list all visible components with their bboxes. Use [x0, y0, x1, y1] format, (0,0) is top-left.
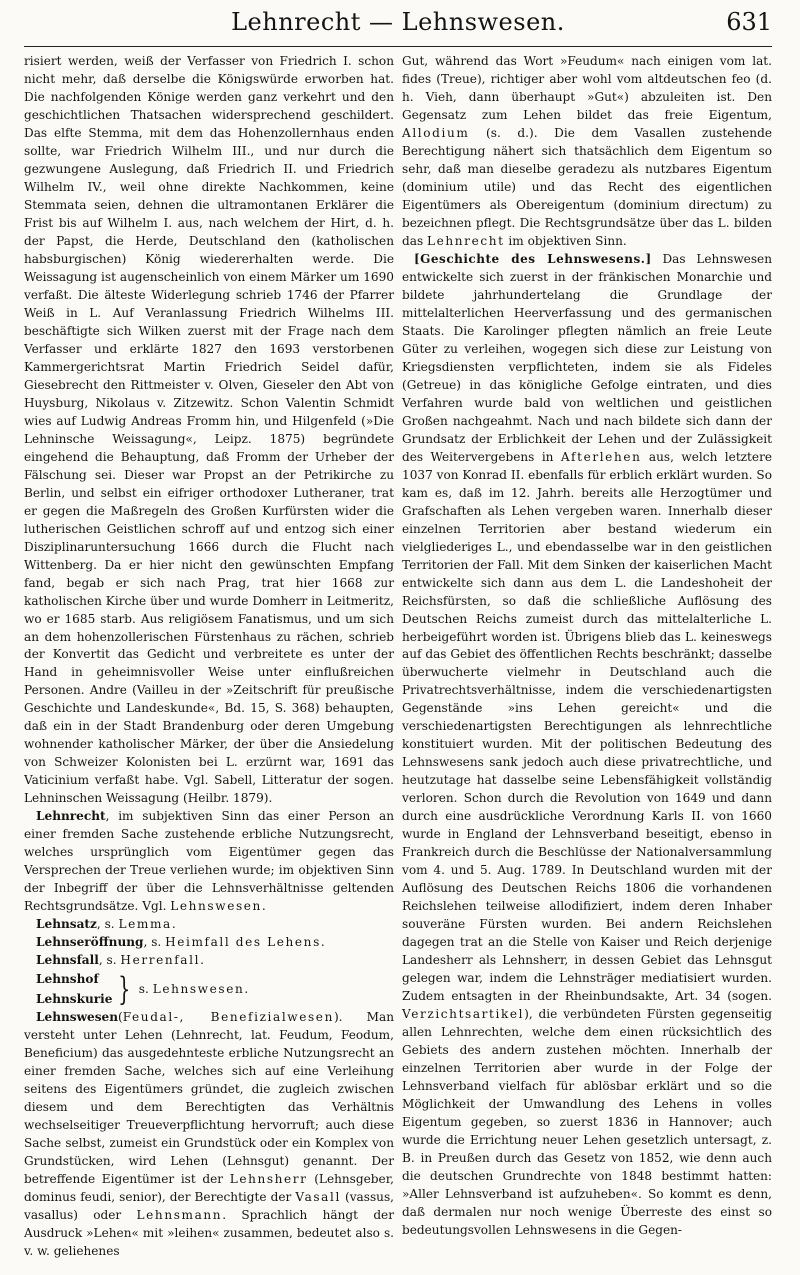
cross-reference: Heimfall des Lehens	[165, 935, 321, 950]
entry-text: ). Man versteht unter Lehen (Lehnrecht, lat. Feudum, Feodum, Beneficium) das ausgedehnteste erbliche Nutzungsrecht an einer fremden Sache, welches sich auf eine Verleihung seitens des Eigentümers gründet, die zugleich zwischen diesem und dem Berechtigten das Verhältnis wechselseitiger Treueverpflichtung hervorruft; auch diese Sache selbst, zumeist ein Grundstück oder ein Komplex von Grundstücken, wird Lehen (Lehnsgut) genannt. Der betreffende Eigentümer ist der	[24, 1010, 394, 1187]
cross-reference: Herrenfall	[120, 953, 201, 968]
entry-lehnswesen	[24, 1009, 394, 1261]
running-title: Lehnrecht — Lehnswesen.	[231, 8, 565, 36]
entry-text: im objektiven Sinn.	[504, 233, 627, 248]
synonym-term: Feudal-, Benefizialwesen	[122, 1010, 334, 1025]
entry-lehnshof-lehnskurie	[24, 970, 394, 1009]
page-header	[24, 0, 772, 47]
right-column	[402, 53, 772, 1263]
entry-text: , s.	[98, 953, 121, 968]
spaced-term: Afterlehen	[560, 449, 642, 464]
entry-text: , s.	[143, 935, 166, 950]
left-column	[24, 53, 394, 1263]
entry-lemma: Lehnseröffnung	[36, 935, 144, 950]
entry-text: . Sprachlich hängt der Ausdruck »Lehen« mit »leihen« zusammen, bedeutet also s. v. w. geliehenes	[24, 1208, 394, 1258]
brace-glyph: }	[118, 970, 131, 1009]
spaced-term: Allodium	[402, 125, 470, 140]
entry-text	[139, 981, 248, 999]
spaced-term: Vasall	[295, 1190, 341, 1205]
entry-lehnsfall	[24, 952, 394, 970]
entry-lemma: Lehnskurie	[36, 991, 113, 1006]
entry-text: Das Lehnswesen entwickelte sich zuerst in der fränkischen Monarchie und bildete jahrhundertelang die Grundlage der mittelalterlichen Heerverfassung und des germanischen Staats. Die Karolinger pflegten nämlich an freie Leute Güter zu verleihen, wogegen sich diese zur Leistung von Kriegsdiensten verpflichteten, indem sie als Fideles (Getreue) in das königliche Gefolge eintraten, und dies Verfahren wurde bald von weltlichen und geistlichen Großen nachgeahmt. Nach und nach bildete sich dann der Grundsatz der Erblichkeit der Lehen und der Zulässigkeit des Weitervergebens in	[402, 251, 772, 464]
entry-text: .	[261, 899, 266, 914]
entry-text: (	[118, 1010, 123, 1025]
entry-lemma: Lehnrecht	[36, 809, 106, 824]
entry-lehnrecht	[24, 808, 394, 916]
brace-lemmas	[36, 970, 112, 1009]
entry-text: (vassus, vasallus) oder	[24, 1190, 394, 1223]
section-history	[402, 251, 772, 1240]
entry-lehnsatz	[24, 916, 394, 934]
entry-text: s.	[138, 981, 153, 996]
entry-lemma: Lehnsatz	[36, 917, 97, 932]
entry-text: , im subjektiven Sinn das einer Person an einer fremden Sache zustehende erbliche Nutzungsrecht, welches ursprünglich vom Eigentümer gegen das Versprechen der Treue verliehen wurde; im objektiven Sinn der Inbegriff der über die Lehnsverhältnisse geltenden Rechtsgrundsätze. Vgl.	[24, 809, 394, 914]
entry-text: .	[320, 935, 325, 950]
entry-lemma: Lehnsfall	[36, 953, 99, 968]
spaced-term: Lehnsmann	[136, 1208, 223, 1223]
entry-text: ), die verbündeten Fürsten gegenseitig allen Lehnrechten, welche dem einen rücksichtlich des Gebiets des andern zustehen möchten. Innerhalb der einzelnen Territorien aber wurde in der Folge der Lehnsverband vielfach für ablösbar erklärt und so die Möglichkeit der Umwandlung des Lehens in volles Eigentum gegeben, so zuerst 1836 in Hannover; auch wurde die Errichtung neuer Lehen gesetzlich untersagt, z. B. in Preußen durch das Gesetz von 1852, wie denn auch die deutschen Grundrechte von 1848 bestimmt hatten: »Aller Lehnsverband ist aufzuheben«. So kommt es denn, daß dermalen nur noch wenige Überreste des einst so bedeutungsvollen Lehnswesens in die Gegen-	[402, 1007, 772, 1237]
entry-text: .	[244, 981, 249, 996]
entry-text: .	[171, 917, 176, 932]
entry-text: , s.	[96, 917, 119, 932]
entry-text: (Lehnsgeber, dominus feudi, senior), der Berechtigte der	[24, 1172, 394, 1205]
page-number: 631	[726, 8, 772, 36]
spaced-term: Verzichtsartikel	[402, 1007, 525, 1022]
entry-text: .	[200, 953, 204, 968]
continued-paragraph	[402, 53, 772, 251]
entry-text: (s. d.). Die dem Vasallen zustehende Berechtigung nähert sich thatsächlich dem Eigentum so sehr, daß man dieselbe geradezu als nutzbares Eigentum (dominium utile) und das Recht des eigentlichen Eigentümers als Obereigentum (dominium directum) zu bezeichnen pflegt. Die Rechtsgrundsätze über das L. bilden das	[402, 125, 772, 248]
continued-paragraph: risiert werden, weiß der Verfasser von Friedrich I. schon nicht mehr, daß derselbe die Königswürde erworben hat. Die nachfolgenden Könige werden ganz verkehrt und den geschichtlichen Thatsachen widersprechend geschildert. Das elfte Stemma, mit dem das Hohenzollernhaus enden sollte, war Friedrich Wilhelm III., und nur durch die gezwungene Auslegung, daß Friedrich II. und Friedrich Wilhelm IV., weil ohne direkte Nachkommen, keine Stemmata seien, dehnen die ultramontanen Erklärer die Frist bis auf Wilhelm I. aus, nach welchem der Hirt, d. h. der Papst, die Herde, Deutschland den (katholischen habsburgischen) König wiedererhalten werde. Die Weissagung ist augenscheinlich von einem Märker um 1690 verfaßt. Die älteste Widerlegung schrieb 1746 der Pfarrer Weiß in L. Auf Veranlassung Friedrich Wilhelms III. beschäftigte sich Wilken zuerst mit der Frage nach dem Verfasser und erklärte 1827 den 1693 verstorbenen Kammergerichtsrat Martin Friedrich Seidel dafür, Giesebrecht den Rittmeister v. Olven, Gieseler den Abt von Huysburg, Nikolaus v. Zitzewitz. Schon Valentin Schmidt wies auf Ludwig Andreas Fromm hin, und Hilgenfeld (»Die Lehninsche Weissagung«, Leipz. 1875) begründete eingehend die Behauptung, daß Fromm der Urheber der Fälschung sei. Dieser war Propst an der Petrikirche zu Berlin, und selbst ein eifriger orthodoxer Lutheraner, trat er gegen die Maßregeln des Großen Kurfürsten wider die lutherischen Geistlichen schroff auf und entzog sich einer Disziplinaruntersuchung 1666 durch die Flucht nach Wittenberg. Da er hier nicht den gewünschten Empfang fand, begab er sich nach Prag, trat hier 1668 zur katholischen Kirche über und wurde Domherr in Leitmeritz, wo er 1685 starb. Aus religiösem Fanatismus, und um sich an dem hohenzollerischen Fürstenhaus zu rächen, schrieb der Konvertit das Gedicht und verbreitete es unter der Hand in geheimnisvoller Weise unter einflußreichen Personen. Andre (Vailleu in der »Zeitschrift für preußische Geschichte und Landeskunde«, Bd. 15, S. 368) behaupten, daß ein in der Stadt Brandenburg oder deren Umgebung wohnender katholischer Märker, der über die Ansiedelung von Schweizer Kolonisten bei L. erzürnt war, 1691 das Vaticinium verfaßt habe. Vgl. Sabell, Litteratur der sogen. Lehninschen Weissagung (Heilbr. 1879).	[24, 54, 394, 806]
spaced-term: Lehnrecht	[427, 233, 505, 248]
entry-text: Gut, während das Wort »Feudum« nach einigen vom lat. fides (Treue), richtiger aber wohl vom altdeutschen feo (d. h. Vieh, dann überhaupt »Gut«) abzuleiten ist. Den Gegensatz zum Lehen bildet das freie Eigentum,	[402, 54, 772, 122]
entry-text: aus, welch letztere 1037 von Konrad II. ebenfalls für erblich erklärt wurden. So kam es, daß im 12. Jahrh. bereits alle Herzogtümer und Grafschaften als Lehen vergeben waren. Innerhalb dieser einzelnen Territorien aber bestand wiederum ein vielgliederiges L., und ebendasselbe war in den geistlichen Territorien der Fall. Mit dem Sinken der kaiserlichen Macht entwickelte sich dann aus dem L. die Landeshoheit der Reichsfürsten, so daß die schließliche Auflösung des Deutschen Reichs zumeist durch das mittelalterliche L. herbeigeführt worden ist. Übrigens blieb das L. keineswegs auf das Gebiet des öffentlichen Rechts beschränkt; dasselbe überwucherte vielmehr in Deutschland auch die Privatrechtsverhältnisse, indem die verschiedenartigsten Gegenstände »ins Lehen gereicht« und die verschiedenartigsten Berechtigungen als lehnrechtliche konstituiert wurden. Mit der politischen Bedeutung des Lehnswesens sank jedoch auch diese privatrechtliche, und heutzutage hat dasselbe seine Lebensfähigkeit vollständig verloren. Schon durch die Revolution von 1649 und dann durch eine ausdrückliche Verordnung Karls II. von 1660 wurde in England der Lehnsverband beseitigt, ebenso in Frankreich durch die Beschlüsse der Nationalversammlung vom 4. und 5. Aug. 1789. In Deutschland wurden mit der Auflösung des Deutschen Reichs 1806 die vorhandenen Reichslehen teilweise allodifiziert, indem deren Inhaber souveräne Fürsten wurden. Bei andern Reichslehen dagegen trat an die Stelle von Kaiser und Reich derjenige Landesherr als Lehnsherr, in dessen Gebiet das Lehnsgut gelegen war, indem die Lehnsträger mediatisiert wurden. Zudem entsagten in der Rheinbundsakte, Art. 34 (sogen.	[402, 449, 772, 1004]
cross-reference: Lemma	[118, 917, 172, 932]
cross-reference: Lehnswesen	[152, 981, 245, 996]
entry-lemma: Lehnshof	[36, 972, 99, 987]
entry-lemma: Lehnswesen	[36, 1010, 118, 1025]
spaced-term: Lehnsherr	[229, 1172, 308, 1187]
entry-lehnseroeffnung	[24, 934, 394, 952]
cross-reference: Lehnswesen	[170, 899, 262, 914]
two-column-body	[24, 53, 772, 1263]
section-heading: [Geschichte des Lehnswesens.]	[414, 251, 652, 266]
